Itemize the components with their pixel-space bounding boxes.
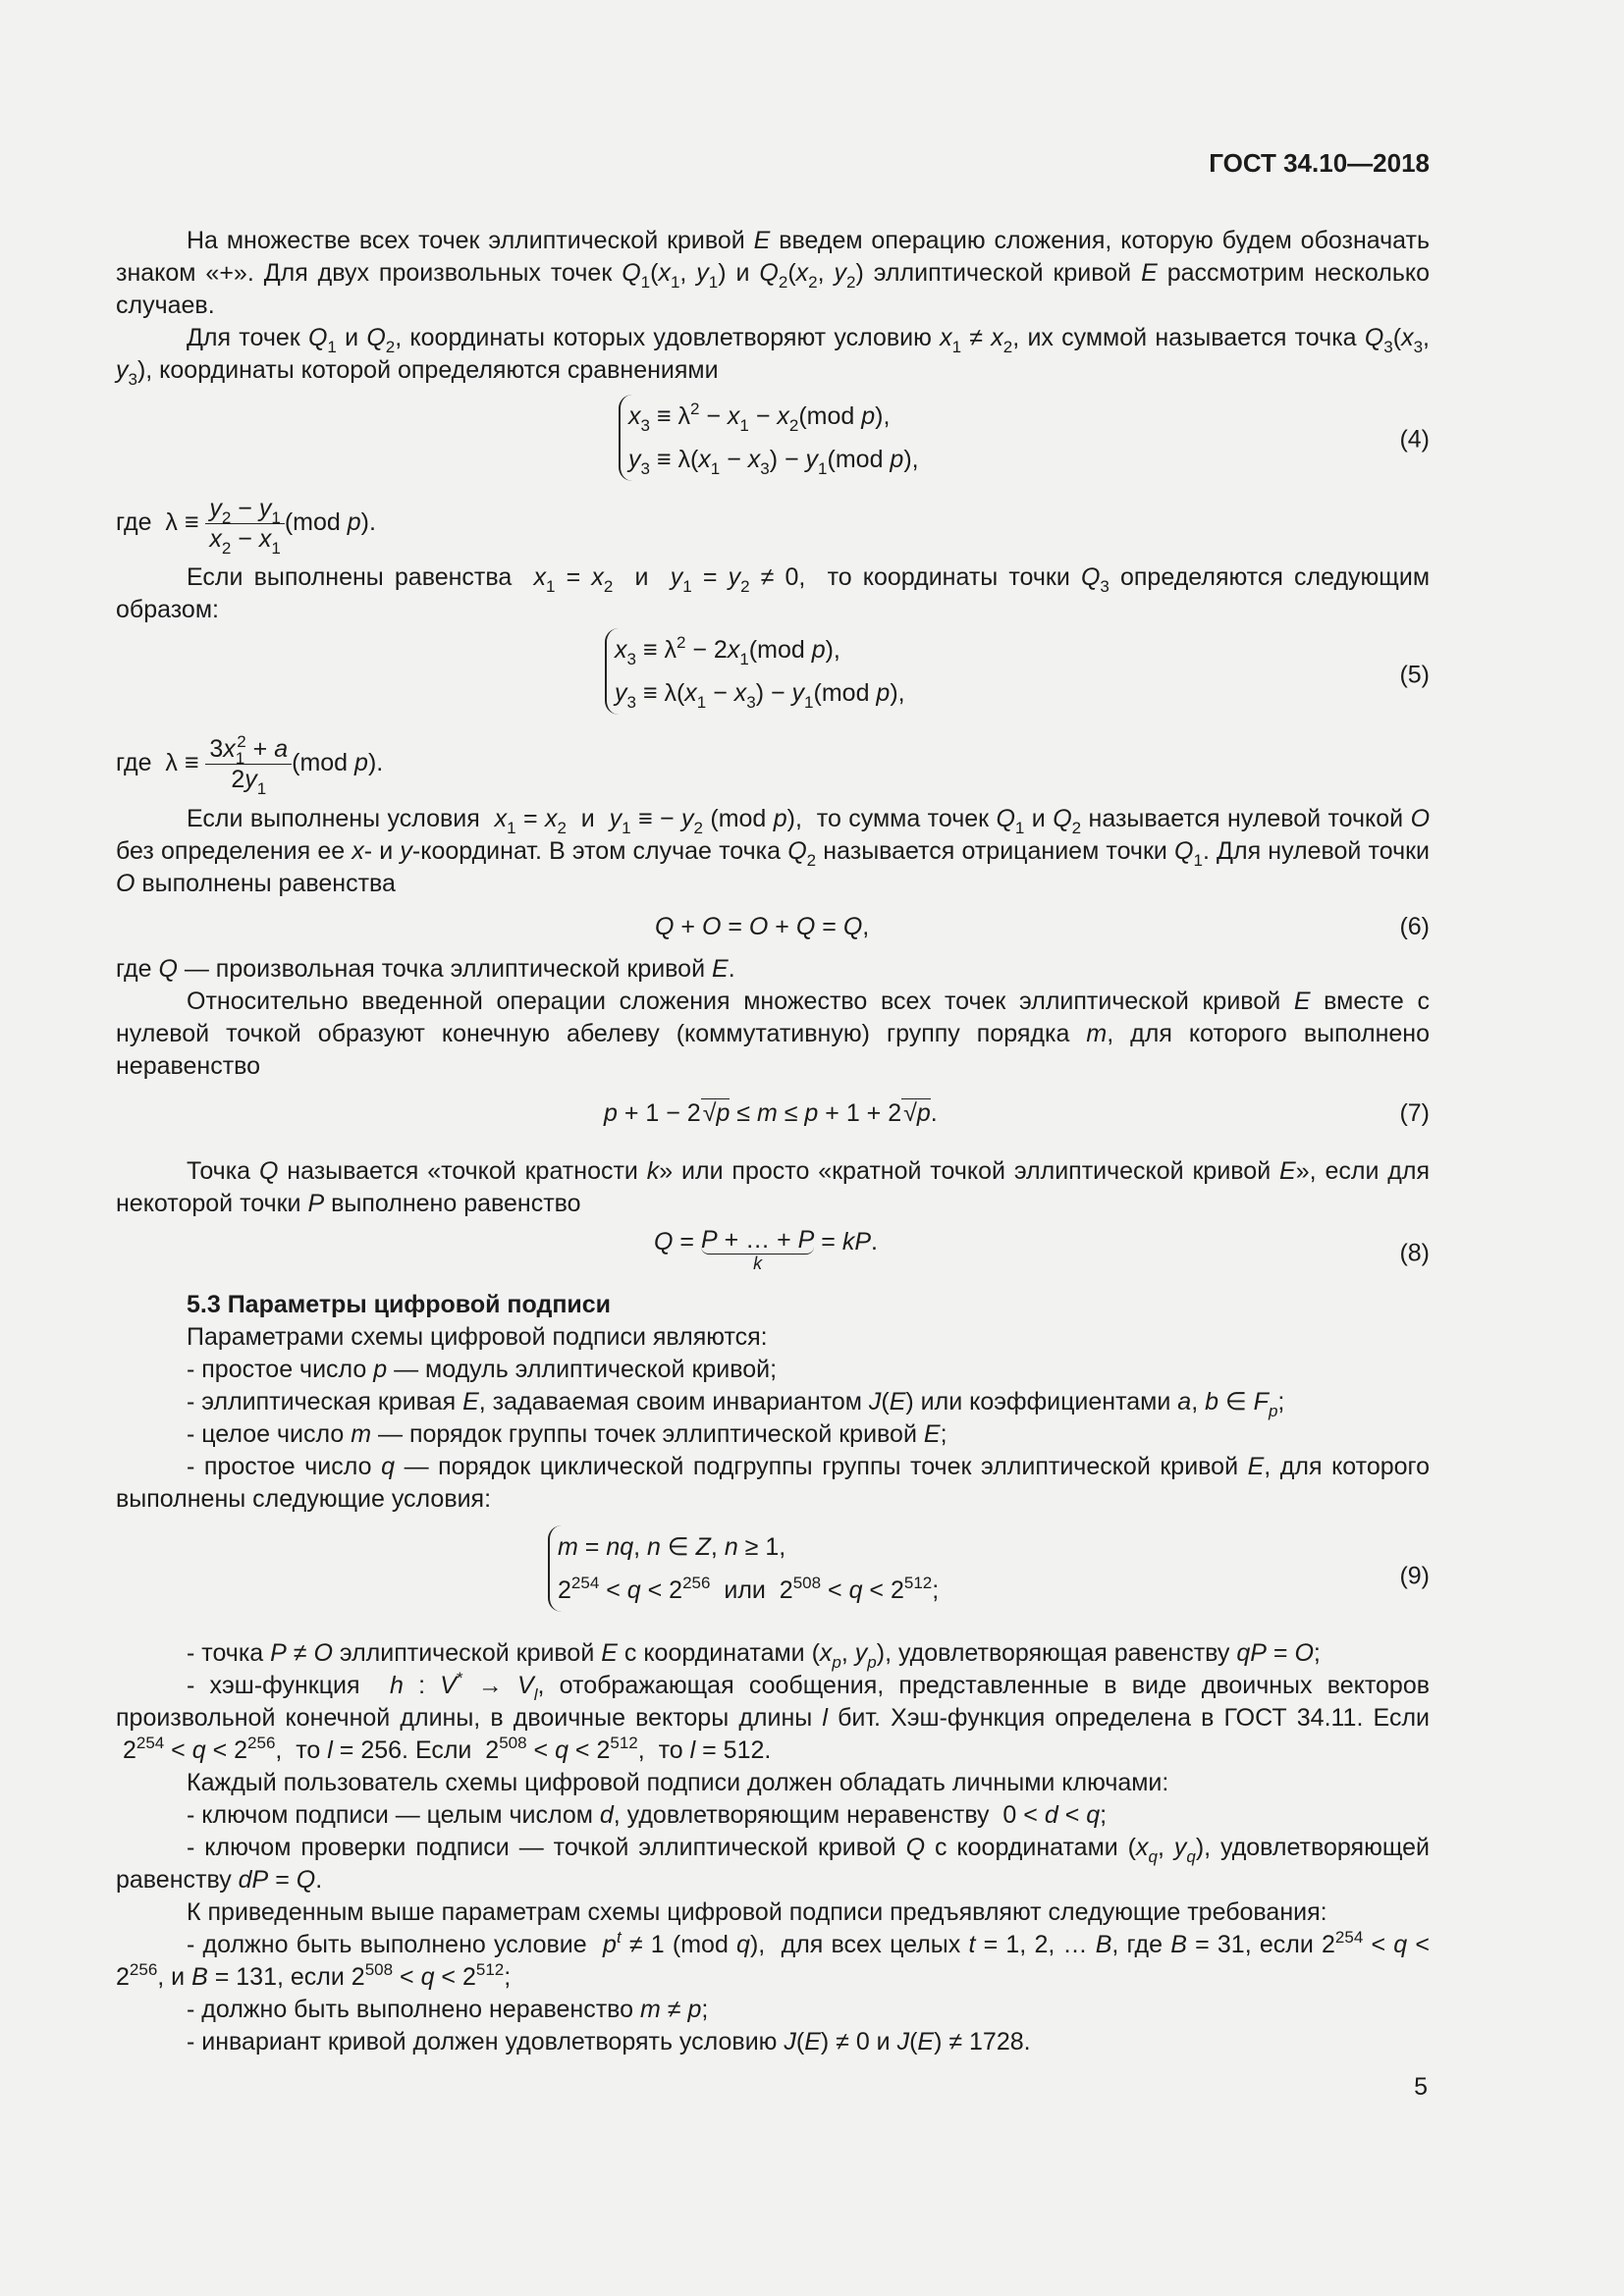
equation-number: (5) (1399, 661, 1430, 689)
where-q: где Q — произвольная точка эллиптической кривой E. (116, 955, 735, 983)
equation-number: (7) (1399, 1099, 1430, 1127)
equation-4: $x_3 \equiv \lambda^2 - x_1 - x_2(mod$ p), $y_3 \equiv \lambda(x_1 - x_3) - y_1(mod$ p), (4) (116, 391, 1430, 489)
equation-7: p + 1 − 2√p ≤ m ≤ p + 1 + 2√p. (7) (116, 1083, 1430, 1144)
paragraph-params-intro: Параметрами схемы цифровой подписи являются: (187, 1323, 768, 1351)
list-item: - должно быть выполнено условие $p^t \ne 1$ (mod q), для всех целых t = 1, 2, … B, где B = 31, если $2^{254} < q < 2^{256}$, и B = 131, если $2^{508} < q < 2^{512}$; (116, 1928, 1430, 1991)
list-item: - ключом проверки подписи — точкой эллиптической кривой Q с координатами ($x_q$, $y_q$), удовлетворяющей равенству dP = Q. (116, 1834, 1430, 1894)
where-lambda-2: где λ ≡ $\frac{3x_1^2 + a}{2y_1}$ (mod p). (116, 731, 384, 798)
list-item: - инвариант кривой должен удовлетворять условию J(E) ≠ 0 и J(E) ≠ 1728. (187, 2028, 1031, 2056)
list-item: - точка P ≠ O эллиптической кривой E с координатами ($x_p$, $y_p$), удовлетворяющая равенству qP = O; (187, 1639, 1321, 1672)
where-lambda-1: где λ ≡ $\frac{y_2 - y_1}{x_2 - x_1}$ (mod p). (116, 494, 376, 558)
paragraph-keys: Каждый пользователь схемы цифровой подписи должен обладать личными ключами: (187, 1769, 1169, 1796)
paragraph-group: Относительно введенной операции сложения множество всех точек эллиптической кривой E вместе с нулевой точкой образуют конечную абелеву (коммутативную) группу порядка m, для которого выполнено неравенство (116, 988, 1430, 1080)
section-title: 5.3 Параметры цифровой подписи (187, 1291, 612, 1318)
list-item: - целое число m — порядок группы точек эллиптической кривой E; (187, 1420, 947, 1448)
paragraph-case2: Если выполнены равенства $x_1 = x_2$ и $y_1 = y_2 \ne 0$, то координаты точки $Q_3$ определяются следующим образом: (116, 563, 1431, 623)
paragraph-case1: Для точек $Q_1$ и $Q_2$, координаты которых удовлетворяют условию $x_1 \ne x_2$, их суммой называется точка $Q_3(x_3$, $y_3$), координаты которой определяются сравнениями (116, 324, 1430, 389)
equation-number: (9) (1399, 1562, 1430, 1590)
list-item: - простое число q — порядок циклической подгруппы группы точек эллиптической кривой E, для которого выполнены следующие условия: (116, 1453, 1431, 1513)
list-item: - ключом подписи — целым числом d, удовлетворяющим неравенству 0 < d < q; (187, 1801, 1108, 1829)
equation-9: m = nq, n ∈ Z, n ≥ 1, $2^{254} < q < 2^{256}$ или $2^{508} < q < 2^{512}$; (9) (116, 1525, 1430, 1628)
page-content (116, 225, 1430, 2058)
equation-8: Q = P + … + P k = kP. (8) (654, 1226, 1430, 1273)
equation-number: (4) (1399, 425, 1430, 454)
paragraph-addition: На множестве всех точек эллиптической кривой E введем операцию сложения, которую будем обозначать знаком «+». Для двух произвольных точек $Q_1(x_1$, $y_1$) и $Q_2(x_2$, $y_2$) эллиптической кривой E рассмотрим несколько случаев. (116, 227, 1431, 319)
page-number: 5 (1414, 2073, 1428, 2101)
paragraph-case3: Если выполнены условия $x_1 = x_2$ и $y_1$ ≡ − $y_2$ (mod p), то сумма точек $Q_1$ и $Q_2$ называется нулевой точкой O без определения ее x- и y-координат. В этом случае точка $Q_2$ называется отрицанием точки $Q_1$. Для нулевой точки O выполнены равенства (116, 805, 1431, 897)
paragraph-multiple-point: Точка Q называется «точкой кратности k» или просто «кратной точкой эллиптической кривой E», если для некоторой точки P выполнено равенство (116, 1157, 1430, 1217)
equation-number: (8) (1399, 1239, 1430, 1267)
paragraph-requirements: К приведенным выше параметрам схемы цифровой подписи предъявляют следующие требования: (187, 1898, 1327, 1926)
list-item: - простое число p — модуль эллиптической кривой; (187, 1356, 778, 1383)
list-item: - эллиптическая кривая E, задаваемая своим инвариантом J(E) или коэффициентами a, b ∈ $F_p$; (187, 1388, 1285, 1420)
equation-6: Q + O = O + Q = Q, (6) (116, 900, 1430, 953)
list-item: - должно быть выполнено неравенство m ≠ p; (187, 1996, 709, 2023)
list-item: - хэш-функция h : $V^* \to V_l$, отображающая сообщения, представленные в виде двоичных векторов произвольной конечной длины, в двоичные векторы длины l бит. Хэш-функция определена в ГОСТ 34.11. Если $2^{254} < q < 2^{256}$, то l = 256. Если $2^{508} < q < 2^{512}$, то l = 512. (116, 1669, 1430, 1764)
document-header: ГОСТ 34.10—2018 (1209, 148, 1430, 178)
equation-number: (6) (1399, 913, 1430, 940)
equation-5: $x_3 \equiv \lambda^2 - 2x_1(mod$ p), $y_3 \equiv \lambda(x_1 - x_3) - y_1(mod$ p), (5) (116, 626, 1430, 724)
